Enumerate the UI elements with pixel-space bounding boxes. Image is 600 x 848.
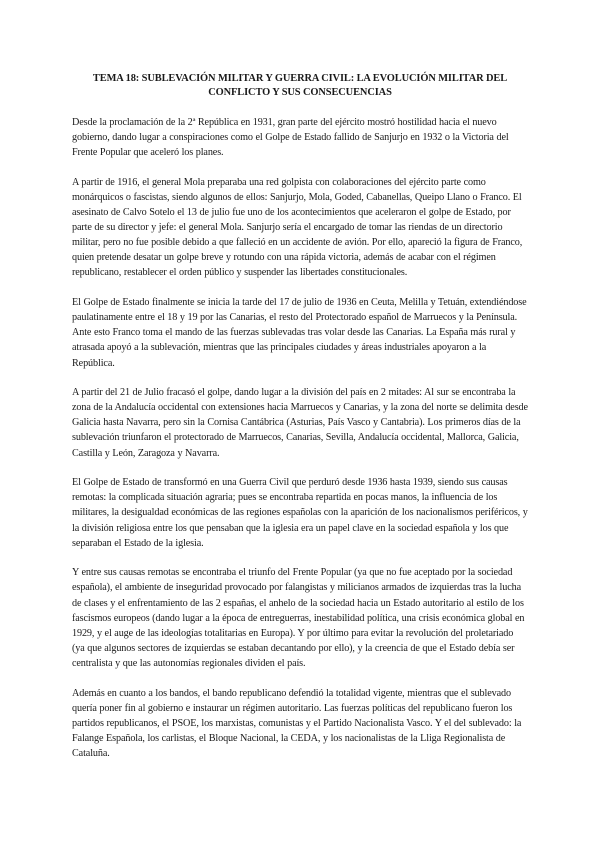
paragraph-2: A partir de 1916, el general Mola preparaba una red golpista con colaboraciones del ejército parte como monárquicos o fascistas, siendo algunos de ellos: Sanjurjo, Mola, Goded, Cabanellas, Queipo Llano o Franco. El asesinato de Calvo Sotelo el 13 de julio fue uno de los acontecimientos que aceleraron el golpe de Estado, por parte de su director y jefe: el general Mola. Sanjurjo sería el encargado de tomar las riendas de un directorio militar, pero no fue posible debido a que falleció en un accidente de avión. Por ello, apareció la figura de Franco, quien pretende desatar un golpe breve y rotundo con una rápida victoria, además de acabar con el régimen republicano, restablecer el orden público y suspender las libertades constitucionales. (72, 176, 523, 279)
paragraph-6: Y entre sus causas remotas se encontraba el triunfo del Frente Popular (ya que no fue aceptado por la sociedad española), el ambiente de inseguridad provocado por falangistas y milicianos armados de izquierdas tras la lucha de clases y el enfrentamiento de las 2 españas, el anhelo de la sociedad hacia un Estado autoritario al estilo de los fascismos europeos (dando lugar a la época de entreguerras, inestabilidad política, una crisis económica global en 1929, y el auge de las ideologías totalitarias en Europa). Y por último para evitar la revolución del proletariado (ya que algunos sectores de izquierdas se estaban decantando por ello), y la creencia de que el Estado debía ser centralista y que las autonomías regionales dividen el país. (72, 567, 525, 669)
paragraph-4: A partir del 21 de Julio fracasó el golpe, dando lugar a la división del país en 2 mitades: Al sur se encontraba la zona de la Andalucía occidental con extensiones hacia Marruecos y Canarias, y la zona del norte se delimita desde Galicia hasta Navarra, pero sin la Cornisa Cantábrica (Asturias, País Vasco y Cantabria). Los primeros días de la sublevación triunfaron el protectorado de Marruecos, Canarias, Sevilla, Andalucía occidental, Mallorca, Galicia, Castilla y León, Zaragoza y Navarra. (72, 387, 528, 459)
document-title: TEMA 18: SUBLEVACIÓN MILITAR Y GUERRA CIVIL: LA EVOLUCIÓN MILITAR DEL CONFLICTO Y SUS CONSECUENCIAS (92, 73, 508, 98)
paragraph-3: El Golpe de Estado finalmente se inicia la tarde del 17 de julio de 1936 en Ceuta, Melilla y Tetuán, extendiéndose paulatinamente entre el 18 y 19 por las Canarias, el resto del Protectorado español de Marruecos y la Península. Ante esto Franco toma el mando de las fuerzas sublevadas tras volar desde las Canarias. La España más rural y atrasada apoyó a la sublevación, mientras que las principales ciudades y áreas industriales apoyaron a la República. (72, 297, 527, 369)
paragraph-1: Desde la proclamación de la 2ª República en 1931, gran parte del ejército mostró hostilidad hacia el nuevo gobierno, dando lugar a conspiraciones como el Golpe de Estado fallido de Sanjurjo en 1932 o la Victoria del Frente Popular que aceleró los planes. (72, 117, 509, 159)
paragraph-5: El Golpe de Estado de transformó en una Guerra Civil que perduró desde 1936 hasta 1939, siendo sus causas remotas: la complicada situación agraria; pues se encontraba repartida en pocas manos, la influencia de los militares, la desigualdad económicas de las regiones españolas con la aparición de los nacionalismos periféricos, y la división religiosa entre los que pensaban que la iglesia era un papel clave en la sociedad española y los que separaban el Estado de la iglesia. (72, 477, 528, 549)
paragraph-7: Además en cuanto a los bandos, el bando republicano defendió la totalidad vigente, mientras que el sublevado quería poner fin al gobierno e instaurar un régimen autoritario. Las fuerzas políticas del republicano fueron los partidos republicanos, el PSOE, los marxistas, comunistas y el Partido Nacionalista Vasco. Y el del sublevado: la Falange Española, los carlistas, el Bloque Nacional, la CEDA, y los nacionalistas de la Lliga Regionalista de Cataluña. (72, 687, 522, 759)
